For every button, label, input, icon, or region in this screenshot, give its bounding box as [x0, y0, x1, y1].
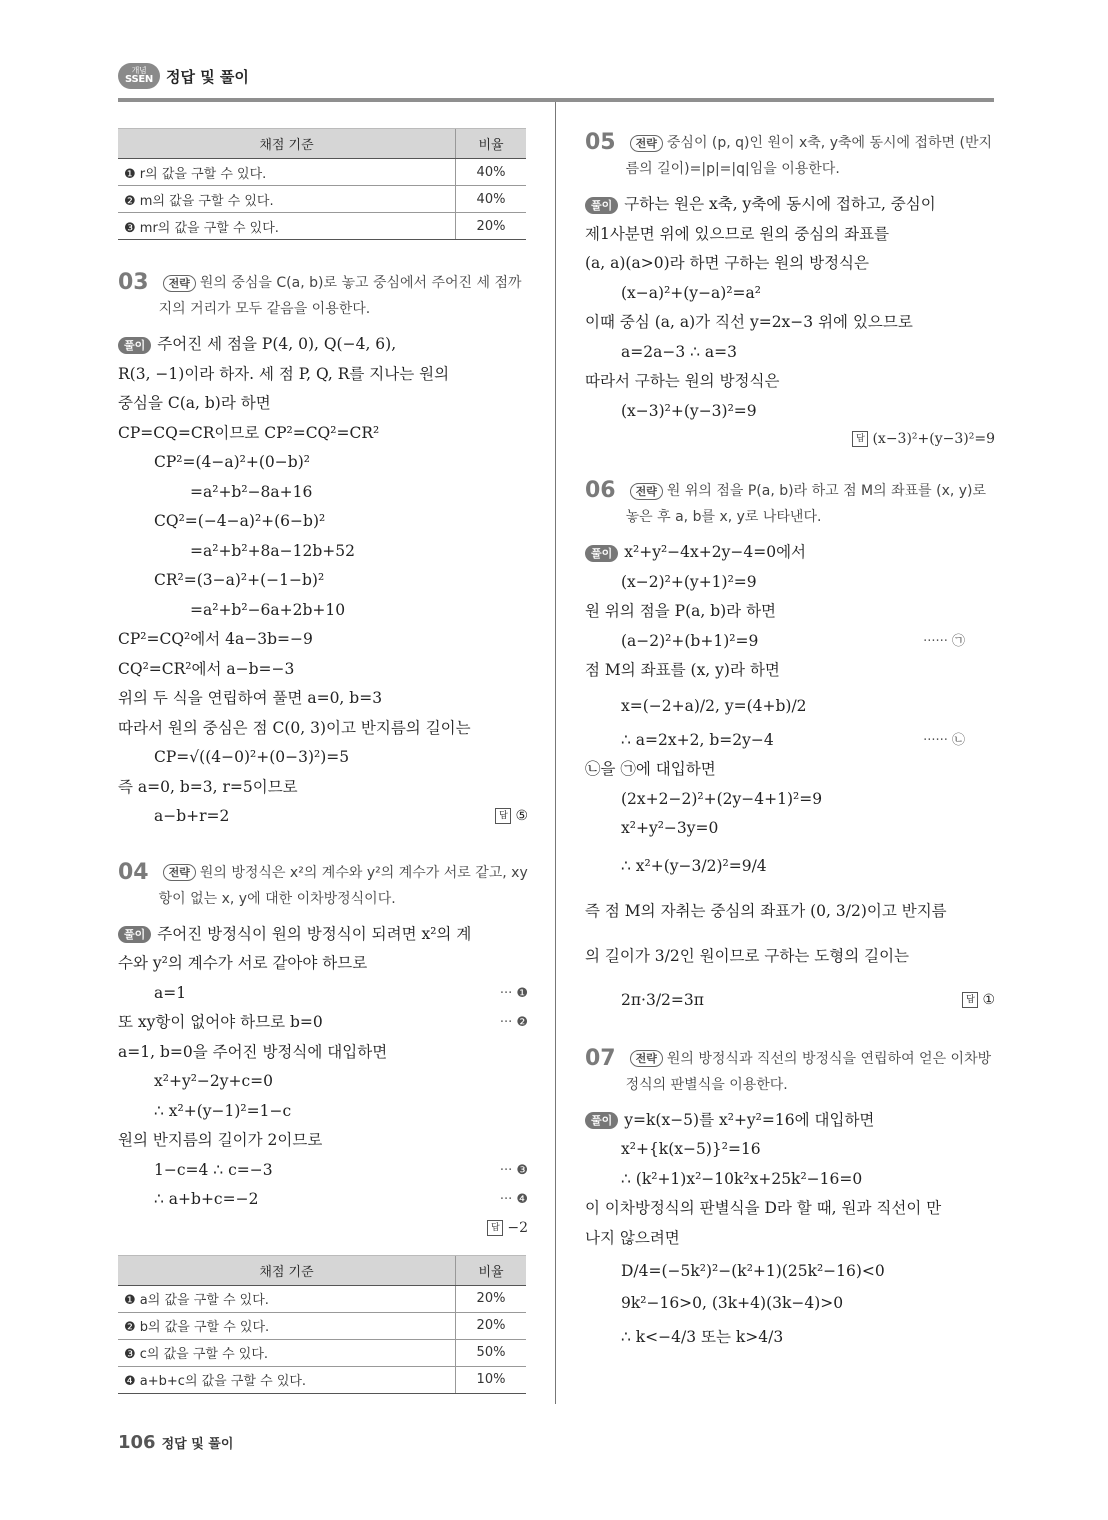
header-rule: [118, 98, 994, 102]
page-header: [118, 62, 249, 90]
answer-05: 답 (x−3)²+(y−3)²=9: [585, 426, 995, 452]
strategy-tag: 전략: [630, 483, 663, 500]
strategy-tag: 전략: [630, 1050, 663, 1067]
problem-number: 03: [118, 270, 149, 295]
grading-table-02: [118, 128, 526, 240]
problem-number: 06: [585, 478, 616, 503]
solution-tag: 풀이: [585, 1112, 618, 1129]
mark-3: ··· ❸: [499, 1162, 528, 1178]
solution-tag: 풀이: [118, 337, 151, 354]
strategy-tag: 전략: [163, 275, 196, 292]
problem-06: 06 전략 원 위의 점을 P(a, b)라 하고 점 M의 좌표를 (x, y)로 놓은 후 a, b를 x, y로 나타낸다. 풀이 x²+y²−4x+2y−4=0에서 (x−2)²+(y+1)²=9 원 위의 점을 P(a, b)라 하면 (a−2)²+(b+1)²=9 ······ ㉠ 점 M의 좌표를 (x, y)라 하면 x=(−2+a)/2, y=(4+b)/2 ∴ a=2x+2, b=2y−4 ······ ㉡ ㉡을 ㉠에 대입하면 (2x+2−2)²+(2y−4+1)²=9 x²+y²−3y=0 ∴ x²+(y−3/2)²=9/4 즉 점 M의 자취는 중심의 좌표가 (0, 3/2)이고 반지름 의 길이가 3/2인 원이므로 구하는 도형의 길이는 2π·3/2=3π 답 ①: [585, 478, 995, 1022]
problem-07: 07 전략 원의 방정식과 직선의 방정식을 연립하여 얻은 이차방정식의 판별식을 이용한다. 풀이 y=k(x−5)를 x²+y²=16에 대입하면 x²+{k(x−5)}²=16 ∴ (k²+1)x²−10k²x+25k²−16=0 이 이차방정식의 판별식을 D라 할 때, 원과 직선이 만 나지 않으려면 D/4=(−5k²)²−(k²+1)(25k²−16)<0 9k²−16>0, (3k+4)(3k−4)>0 ∴ k<−4/3 또는 k>4/3: [585, 1046, 995, 1355]
problem-04: 04 전략 원의 방정식은 x²의 계수와 y²의 계수가 서로 같고, xy항이 없는 x, y에 대한 이차방정식이다. 풀이 주어진 방정식이 원의 방정식이 되려면 x²의 계 수와 y²의 계수가 서로 같아야 하므로 a=1 ··· ❶ 또 xy항이 없어야 하므로 b=0 ··· ❷ a=1, b=0을 주어진 방정식에 대입하면 x²+y²−2y+c=0 ∴ x²+(y−1)²=1−c 원의 반지름의 길이가 2이므로 1−c=4 ∴ c=−3 ··· ❸ ∴ a+b+c=−2 ··· ❹ 답 −2: [118, 860, 528, 1241]
problem-number: 05: [585, 130, 616, 155]
table-row: ❸ c의 값을 구할 수 있다. 50%: [118, 1339, 526, 1366]
table-header-ratio: 비율: [456, 1255, 527, 1285]
table-header-criteria: 채점 기준: [118, 1255, 456, 1285]
table-row: ❶ a의 값을 구할 수 있다. 20%: [118, 1285, 526, 1312]
problem-04-strategy: 04 전략 원의 방정식은 x²의 계수와 y²의 계수가 서로 같고, xy항이 없는 x, y에 대한 이차방정식이다.: [118, 859, 528, 907]
header-title: 정답 및 풀이: [166, 67, 249, 86]
table-header-ratio: 비율: [456, 129, 527, 159]
page-number: 106: [118, 1432, 156, 1453]
problem-number: 07: [585, 1045, 616, 1071]
table-row: ❷ b의 값을 구할 수 있다. 20%: [118, 1312, 526, 1339]
table-row: ❷ m의 값을 구할 수 있다. 40%: [118, 186, 526, 213]
mark-4: ··· ❹: [499, 1192, 528, 1207]
mark-1: ··· ❶: [499, 985, 528, 1001]
problem-05-strategy: 05 전략 중심이 (p, q)인 원이 x축, y축에 동시에 접하면 (반지름의 길이)=|p|=|q|임을 이용한다.: [585, 130, 993, 177]
answer-06: 답 ①: [962, 978, 995, 1022]
page-footer: [118, 1432, 233, 1453]
answer-04: 답 −2: [118, 1215, 528, 1241]
solution-tag: 풀이: [585, 545, 618, 562]
table-row: ❸ mr의 값을 구할 수 있다. 20%: [118, 213, 526, 240]
solution-tag: 풀이: [585, 197, 618, 214]
solution-tag: 풀이: [118, 926, 151, 943]
problem-06-strategy: 06 전략 원 위의 점을 P(a, b)라 하고 점 M의 좌표를 (x, y)로 놓은 후 a, b를 x, y로 나타낸다.: [585, 478, 987, 525]
column-divider: [555, 102, 556, 1404]
brand-logo: 개념 SSEN: [118, 63, 160, 89]
mark-a: ······ ㉠: [923, 633, 965, 649]
strategy-tag: 전략: [163, 864, 196, 881]
strategy-tag: 전략: [630, 135, 663, 152]
grading-table-04: [118, 1255, 526, 1394]
problem-03: 03 전략 원의 중심을 C(a, b)로 놓고 중심에서 주어진 세 점까지의 거리가 모두 같음을 이용한다. 풀이 주어진 세 점을 P(4, 0), Q(−4, 6), R(3, −1)이라 하자. 세 점 P, Q, R를 지나는 원의 중심을 C(a, b)라 하면 CP=CQ=CR이므로 CP²=CQ²=CR² CP²=(4−a)²+(0−b)² =a²+b²−8a+16 CQ²=(−4−a)²+(6−b)² =a²+b²+8a−12b+52 CR²=(3−a)²+(−1−b)² =a²+b²−6a+2b+10 CP²=CQ²에서 4a−3b=−9 CQ²=CR²에서 a−b=−3 위의 두 식을 연립하여 풀면 a=0, b=3 따라서 원의 중심은 점 C(0, 3)이고 반지름의 길이는 CP=√((4−0)²+(0−3)²)=5 즉 a=0, b=3, r=5이므로 a−b+r=2 답 ⑤: [118, 270, 528, 832]
left-column: [118, 128, 528, 1394]
table-row: ❹ a+b+c의 값을 구할 수 있다. 10%: [118, 1366, 526, 1393]
problem-05: 05 전략 중심이 (p, q)인 원이 x축, y축에 동시에 접하면 (반지름의 길이)=|p|=|q|임을 이용한다. 풀이 구하는 원은 x축, y축에 동시에 접하고, 중심이 제1사분면 위에 있으므로 원의 중심의 좌표를 (a, a)(a>0)라 하면 구하는 원의 방정식은 (x−a)²+(y−a)²=a² 이때 중심 (a, a)가 직선 y=2x−3 위에 있으므로 a=2a−3 ∴ a=3 따라서 구하는 원의 방정식은 (x−3)²+(y−3)²=9 답 (x−3)²+(y−3)²=9: [585, 130, 995, 452]
answer-03: 답 ⑤: [495, 802, 528, 832]
table-row: ❶ r의 값을 구할 수 있다. 40%: [118, 159, 526, 186]
right-column: [585, 130, 995, 1355]
problem-number: 04: [118, 859, 149, 885]
mark-b: ······ ㉡: [923, 732, 965, 748]
mark-2: ··· ❷: [499, 1015, 528, 1030]
table-header-criteria: 채점 기준: [118, 129, 456, 159]
problem-07-strategy: 07 전략 원의 방정식과 직선의 방정식을 연립하여 얻은 이차방정식의 판별식을 이용한다.: [585, 1045, 992, 1093]
footer-title: 정답 및 풀이: [161, 1437, 234, 1452]
problem-03-strategy: 03 전략 원의 중심을 C(a, b)로 놓고 중심에서 주어진 세 점까지의 거리가 모두 같음을 이용한다.: [118, 270, 522, 317]
